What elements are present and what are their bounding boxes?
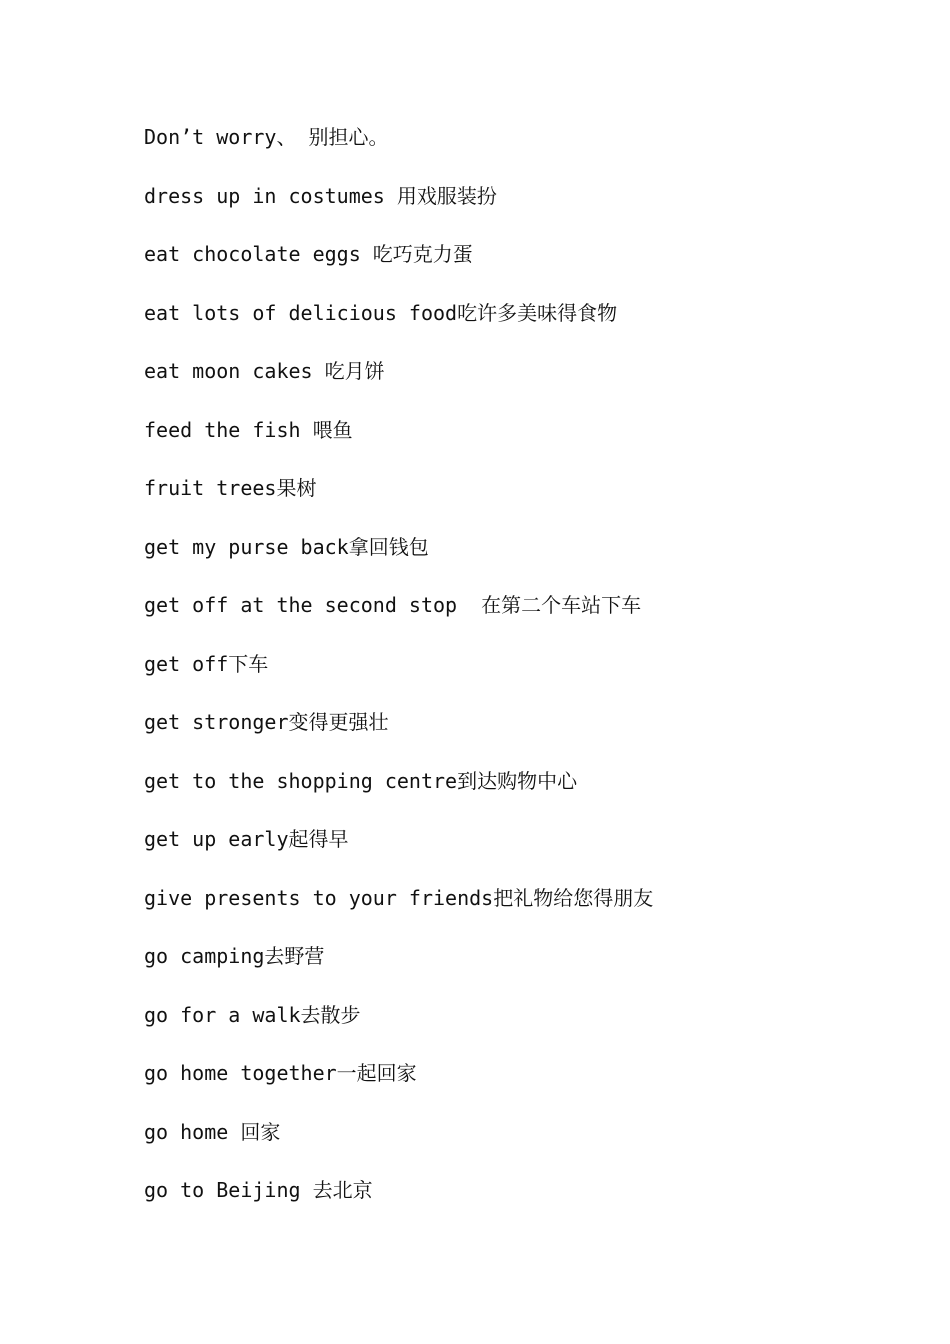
phrase-line: go camping去野营 — [144, 944, 325, 968]
phrase-line: go to Beijing 去北京 — [144, 1178, 373, 1202]
phrase-line: eat moon cakes 吃月饼 — [144, 359, 385, 383]
phrase-line: fruit trees果树 — [144, 476, 317, 500]
phrase-line: get off下车 — [144, 651, 269, 676]
phrase-line: get stronger变得更强壮 — [144, 710, 389, 734]
phrase-line: get to the shopping centre到达购物中心 — [144, 768, 578, 793]
phrase-line: dress up in costumes 用戏服装扮 — [144, 183, 497, 208]
phrase-line: feed the fish 喂鱼 — [144, 417, 353, 442]
phrase-line: go home together一起回家 — [144, 1061, 417, 1085]
phrase-line: eat chocolate eggs 吃巧克力蛋 — [144, 242, 473, 266]
phrase-line: get off at the second stop 在第二个车站下车 — [144, 593, 642, 617]
phrase-line: go home 回家 — [144, 1119, 281, 1144]
phrase-line: Don’t worry、 别担心。 — [144, 125, 389, 149]
phrase-line: get my purse back拿回钱包 — [144, 534, 429, 559]
phrase-line: eat lots of delicious food吃许多美味得食物 — [144, 300, 618, 325]
phrase-line: get up early起得早 — [144, 827, 349, 851]
phrase-line: go for a walk去散步 — [144, 1002, 361, 1027]
phrase-line: give presents to your friends把礼物给您得朋友 — [144, 885, 654, 910]
phrase-list — [144, 122, 904, 1234]
